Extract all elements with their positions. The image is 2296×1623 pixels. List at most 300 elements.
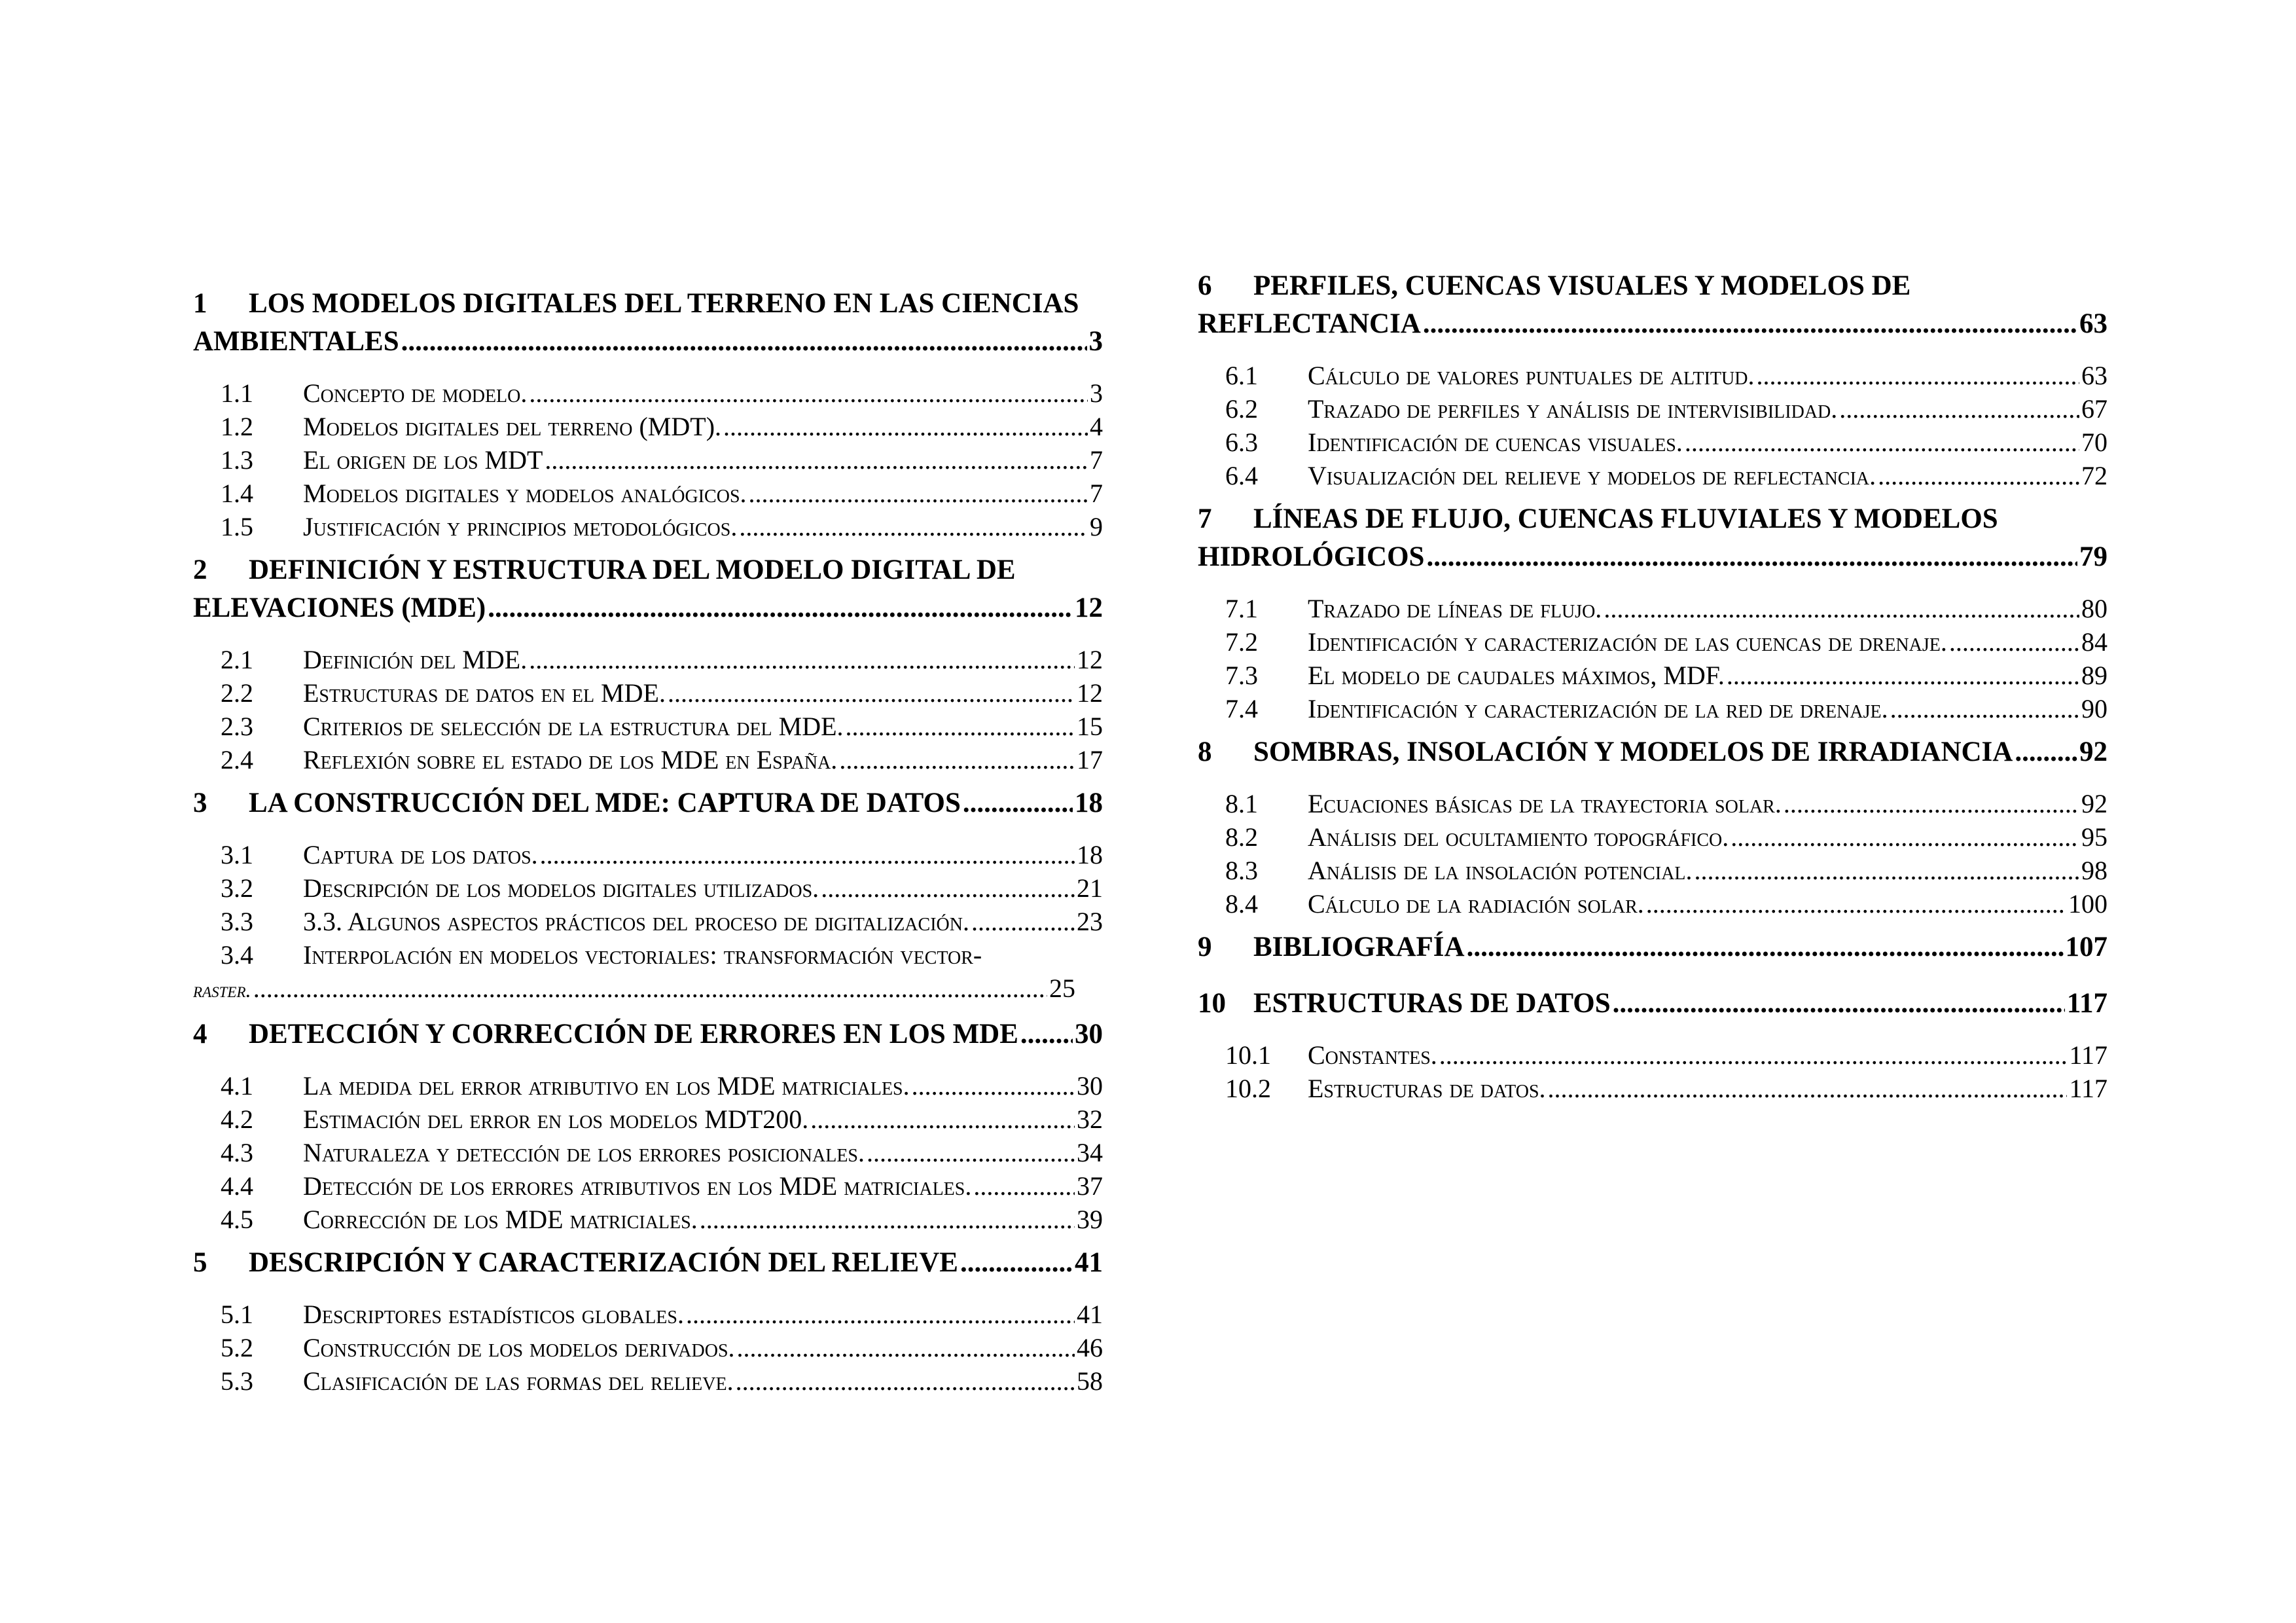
toc-section[interactable] [193,938,1103,1008]
section-title-group [1225,426,1683,459]
section-page-number: 70 [2081,428,2108,457]
section-number: 7.1 [1225,594,1258,623]
section-title-group [1225,1072,1546,1105]
chapter-title-line [193,285,1103,323]
toc-section[interactable] [221,676,1103,710]
chapter-title-row [1198,733,2108,771]
section-page-number: 72 [2081,461,2108,490]
toc-section[interactable] [1225,459,2108,492]
toc-section[interactable] [1225,625,2108,659]
section-title: Captura de los datos. [303,840,538,869]
section-number: 10.2 [1225,1074,1271,1103]
section-number: 7.4 [1225,694,1258,723]
section-title-group [221,1331,735,1364]
toc-chapter [193,1015,1103,1236]
section-title-group [221,1169,971,1203]
toc-chapter [193,784,1103,1008]
chapter-title-row [1198,305,2108,343]
chapter-page-number: 3 [1088,326,1103,357]
dot-leader [540,838,1075,871]
chapter-number: 5 [193,1247,207,1278]
section-page-number: 23 [1077,907,1103,936]
chapter-heading[interactable] [193,1015,1103,1053]
section-number: 2.4 [221,745,253,775]
chapter-heading[interactable] [1198,733,2108,771]
section-page-number: 100 [2068,889,2108,919]
section-title: Naturaleza y detección de los errores posicionales. [303,1138,865,1167]
section-title: Modelos digitales y modelos analógicos. [303,479,747,508]
chapter-title-row [1198,538,2108,576]
section-number: 7.2 [1225,627,1258,657]
dot-leader [1439,1038,2068,1072]
section-number: 1.2 [221,412,253,441]
section-list [1198,359,2108,492]
chapter-page-number: 79 [2079,541,2108,572]
chapter-title-cont: HIDROLÓGICOS [1198,541,1425,572]
section-title-group [221,477,747,510]
section-title-group [221,838,538,871]
section-title-group [221,510,737,543]
section-number: 6.4 [1225,461,1258,490]
toc-chapter [193,285,1103,543]
section-title-group [221,643,527,676]
toc-section[interactable] [221,743,1103,776]
toc-section[interactable] [221,1136,1103,1169]
section-page-number: 15 [1077,712,1103,741]
dot-leader [1423,305,2077,343]
section-title-group [1225,1038,1437,1072]
section-number: 10.1 [1225,1040,1271,1070]
section-list [193,1298,1103,1398]
section-page-number: 117 [2069,1074,2108,1103]
section-page-number: 25 [1049,974,1075,1003]
section-page-number: 37 [1077,1171,1103,1201]
section-number: 4.1 [221,1071,253,1101]
toc-section[interactable] [1225,787,2108,820]
toc-section[interactable] [221,838,1103,871]
toc-section[interactable] [221,376,1103,410]
chapter-title: DETECCIÓN Y CORRECCIÓN DE ERRORES EN LOS MDE [249,1019,1018,1049]
section-title: Construcción de los modelos derivados. [303,1333,735,1362]
toc-section[interactable] [221,905,1103,938]
toc-left-column [193,285,1103,1406]
chapter-title: BIBLIOGRAFÍA [1253,932,1465,962]
toc-section[interactable] [221,1169,1103,1203]
section-title-group [1225,820,1729,854]
dot-leader [1467,928,2064,966]
chapter-page-number: 107 [2065,932,2108,962]
section-title-cont: raster. [193,979,251,1002]
section-number: 2.1 [221,645,253,674]
section-page-number: 39 [1077,1205,1103,1234]
toc-section[interactable] [221,510,1103,543]
dot-leader [1695,854,2079,887]
toc-section[interactable] [221,871,1103,905]
toc-section[interactable] [221,410,1103,443]
section-number: 4.3 [221,1138,253,1167]
chapter-number: 2 [193,555,207,585]
chapter-title-group [193,784,961,822]
toc-section[interactable] [1225,820,2108,854]
chapter-title-row [193,1015,1103,1053]
dot-leader [736,1364,1075,1398]
chapter-number: 8 [1198,737,1212,767]
section-title-row [193,972,1075,1008]
dot-leader [668,676,1075,710]
section-title: Cálculo de valores puntuales de altitud. [1308,361,1755,390]
chapter-page-number: 41 [1075,1247,1103,1278]
dot-leader [749,477,1088,510]
section-title: Constantes. [1308,1040,1437,1070]
chapter-number: 6 [1198,270,1212,301]
toc-section[interactable] [1225,1072,2108,1105]
section-page-number: 7 [1090,445,1103,475]
dot-leader [253,972,1047,1005]
section-title: Reflexión sobre el estado de los MDE en España. [303,745,838,775]
section-title-group [221,1364,734,1398]
section-title-group [1225,625,1947,659]
section-number: 5.1 [221,1300,253,1329]
section-title: Identificación y caracterización de las cuencas de drenaje. [1308,627,1947,657]
section-title-group [1225,692,1888,725]
section-page-number: 80 [2081,594,2108,623]
section-title-group [1225,359,1754,392]
dot-leader [810,1103,1075,1136]
chapter-title-line [1198,267,2108,305]
section-page-number: 41 [1077,1300,1103,1329]
section-page-number: 12 [1077,645,1103,674]
chapter-heading[interactable] [193,1244,1103,1282]
section-number: 6.3 [1225,428,1258,457]
section-title-group [221,410,721,443]
section-page-number: 30 [1077,1071,1103,1101]
section-number: 3.1 [221,840,253,869]
section-page-number: 3 [1090,378,1103,408]
toc-section[interactable] [1225,692,2108,725]
chapter-title: LOS MODELOS DIGITALES DEL TERRENO EN LAS CIENCIAS [249,288,1079,319]
toc-section[interactable] [1225,426,2108,459]
toc-section[interactable] [1225,392,2108,426]
section-title: Clasificación de las formas del relieve. [303,1366,734,1396]
chapter-title-row [1198,985,2108,1023]
toc-chapter [193,1244,1103,1398]
section-list [1198,592,2108,725]
section-number: 5.3 [221,1366,253,1396]
dot-leader [401,323,1087,361]
chapter-title-group [1198,733,2013,771]
section-list [1198,787,2108,921]
section-title: Descripción de los modelos digitales utilizados. [303,873,819,903]
toc-section[interactable] [1225,659,2108,692]
section-title: El origen de los MDT [303,445,543,475]
chapter-title-line [1198,500,2108,538]
section-number: 8.1 [1225,789,1258,818]
section-title: Modelos digitales del terreno (MDT). [303,412,722,441]
section-title: 3.3. Algunos aspectos prácticos del proceso de digitalización. [303,907,969,936]
dot-leader [723,410,1088,443]
section-title: Visualización del relieve y modelos de reflectancia. [1308,461,1876,490]
section-title: Estimación del error en los modelos MDT200. [303,1104,809,1134]
section-title: Justificación y principios metodológicos. [303,512,738,541]
chapter-heading[interactable] [1198,928,2108,966]
section-list [193,643,1103,776]
toc-section[interactable] [1225,592,2108,625]
toc-section[interactable] [1225,854,2108,887]
section-title-group [1225,392,1837,426]
section-title: Trazado de perfiles y análisis de intervisibilidad. [1308,394,1838,424]
dot-leader [488,589,1073,627]
toc-section[interactable] [221,1364,1103,1398]
toc-chapter [1198,267,2108,492]
chapter-title-group [1198,928,1465,966]
chapter-heading[interactable] [193,784,1103,822]
chapter-number: 3 [193,788,207,818]
section-title: Análisis de la insolación potencial. [1308,856,1693,885]
dot-leader [686,1298,1075,1331]
toc-chapter [1198,500,2108,725]
section-number: 5.2 [221,1333,253,1362]
section-number: 4.4 [221,1171,253,1201]
section-title-group [221,1103,808,1136]
section-page-number: 12 [1077,678,1103,708]
chapter-page-number: 63 [2079,308,2108,339]
section-title-group [221,743,837,776]
chapter-title: LA CONSTRUCCIÓN DEL MDE: CAPTURA DE DATOS [249,788,961,818]
chapter-heading[interactable] [193,551,1103,627]
chapter-title: SOMBRAS, INSOLACIÓN Y MODELOS DE IRRADIANCIA [1253,737,2013,767]
toc-section[interactable] [221,710,1103,743]
chapter-number: 9 [1198,932,1212,962]
toc-chapter [1198,733,2108,921]
section-title: Corrección de los MDE matriciales. [303,1205,698,1234]
section-title: Análisis del ocultamiento topográfico. [1308,822,1729,852]
chapter-page-number: 30 [1075,1019,1103,1049]
section-title-group [1225,592,1602,625]
chapter-page-number: 18 [1075,788,1103,818]
section-number: 6.1 [1225,361,1258,390]
section-title-group [221,905,969,938]
chapter-title-group [1198,985,1611,1023]
section-title-group [221,1298,684,1331]
section-number: 1.4 [221,479,253,508]
section-title: Criterios de selección de la estructura del MDE. [303,712,844,741]
chapter-heading[interactable] [1198,267,2108,343]
section-title-group [1225,854,1693,887]
section-page-number: 4 [1090,412,1103,441]
section-title-group [221,1136,865,1169]
dot-leader [545,443,1088,477]
dot-leader [1756,359,2079,392]
dot-leader [1839,392,2079,426]
dot-leader [846,710,1075,743]
section-title: Cálculo de la radiación solar. [1308,889,1644,919]
section-list [193,1069,1103,1236]
section-title: Interpolación en modelos vectoriales: transformación vector- [303,940,982,970]
section-title: La medida del error atributivo en los MDE matriciales. [303,1071,910,1101]
chapter-title-cont: ELEVACIONES (MDE) [193,593,486,623]
section-page-number: 89 [2081,661,2108,690]
section-number: 8.4 [1225,889,1258,919]
toc-section[interactable] [221,1298,1103,1331]
section-page-number: 32 [1077,1104,1103,1134]
chapter-number: 1 [193,288,207,319]
section-title-group [1225,659,1725,692]
section-number: 1.1 [221,378,253,408]
section-title-group [221,676,666,710]
chapter-title: ESTRUCTURAS DE DATOS [1253,988,1611,1019]
section-title-group [1225,887,1644,921]
section-title-line [221,938,1103,972]
chapter-title: DESCRIPCIÓN Y CARACTERIZACIÓN DEL RELIEVE [249,1247,958,1278]
section-page-number: 17 [1077,745,1103,775]
section-title-group [221,1203,698,1236]
dot-leader [960,1244,1073,1282]
chapter-number: 10 [1198,988,1226,1019]
dot-leader [1020,1015,1073,1053]
section-title: Identificación y caracterización de la red de drenaje. [1308,694,1888,723]
section-title: Identificación de cuencas visuales. [1308,428,1683,457]
section-title-group [221,1069,910,1103]
section-page-number: 58 [1077,1366,1103,1396]
section-number: 2.3 [221,712,253,741]
chapter-page-number: 92 [2079,737,2108,767]
section-page-number: 34 [1077,1138,1103,1167]
chapter-title-row [193,323,1103,361]
dot-leader [1727,659,2079,692]
dot-leader [963,784,1073,822]
toc-section[interactable] [221,1331,1103,1364]
toc-right-column [1198,267,2108,1113]
section-page-number: 84 [2081,627,2108,657]
chapter-title-row [193,1244,1103,1282]
section-page-number: 63 [2081,361,2108,390]
toc-chapter [1198,928,2108,966]
chapter-title-group [193,1244,958,1282]
dot-leader [973,1169,1075,1203]
section-number: 1.3 [221,445,253,475]
chapter-title: DEFINICIÓN Y ESTRUCTURA DEL MODELO DIGITAL DE [249,555,1016,585]
section-number: 7.3 [1225,661,1258,690]
chapter-title-cont: AMBIENTALES [193,326,399,357]
section-number: 8.3 [1225,856,1258,885]
section-list [193,376,1103,543]
toc-section[interactable] [221,443,1103,477]
section-title-group [221,871,819,905]
chapter-number: 4 [193,1019,207,1049]
section-number: 2.2 [221,678,253,708]
dot-leader [529,643,1075,676]
section-number: 1.5 [221,512,253,541]
toc-chapter [193,551,1103,776]
section-title-group [221,443,543,477]
section-page-number: 21 [1077,873,1103,903]
section-page-number: 67 [2081,394,2108,424]
toc-section[interactable] [221,1069,1103,1103]
chapter-number: 7 [1198,503,1212,534]
chapter-heading[interactable] [193,285,1103,361]
chapter-title: LÍNEAS DE FLUJO, CUENCAS FLUVIALES Y MODELOS [1253,503,1998,534]
section-page-number: 90 [2081,694,2108,723]
chapter-title-row [1198,928,2108,966]
section-number: 6.2 [1225,394,1258,424]
chapter-heading[interactable] [1198,500,2108,576]
dot-leader [1890,692,2079,725]
section-number: 8.2 [1225,822,1258,852]
dot-leader [737,1331,1075,1364]
dot-leader [1646,887,2066,921]
section-list [193,838,1103,1008]
section-number: 3.3 [221,907,253,936]
section-page-number: 92 [2081,789,2108,818]
section-page-number: 95 [2081,822,2108,852]
chapter-title-group [193,1015,1018,1053]
dot-leader [1784,787,2079,820]
section-page-number: 9 [1090,512,1103,541]
dot-leader [839,743,1075,776]
section-title: Estructuras de datos en el MDE. [303,678,666,708]
toc-section[interactable] [1225,1038,2108,1072]
section-title: Estructuras de datos. [1308,1074,1546,1103]
section-title-group [221,376,527,410]
section-title-group [221,710,844,743]
chapter-title-row [193,589,1103,627]
section-number: 4.2 [221,1104,253,1134]
dot-leader [1949,625,2079,659]
section-page-number: 46 [1077,1333,1103,1362]
section-page-number: 7 [1090,479,1103,508]
dot-leader [912,1069,1075,1103]
dot-leader [1685,426,2079,459]
section-title: El modelo de caudales máximos, MDF. [1308,661,1725,690]
dot-leader [739,510,1088,543]
dot-leader [2015,733,2077,771]
toc-section[interactable] [1225,887,2108,921]
toc-chapter [1198,985,2108,1105]
toc-section[interactable] [1225,359,2108,392]
section-title: Definición del MDE. [303,645,528,674]
toc-section[interactable] [221,477,1103,510]
section-title: Descriptores estadísticos globales. [303,1300,684,1329]
dot-leader [700,1203,1075,1236]
section-number: 3.4 [221,940,253,970]
toc-section[interactable] [221,1203,1103,1236]
section-page-number: 117 [2069,1040,2108,1070]
dot-leader [1426,538,2077,576]
chapter-page-number: 12 [1075,593,1103,623]
section-page-number: 98 [2081,856,2108,885]
section-title: Trazado de líneas de flujo. [1308,594,1602,623]
chapter-page-number: 117 [2066,988,2108,1019]
chapter-title-row [193,784,1103,822]
section-number: 4.5 [221,1205,253,1234]
dot-leader [1548,1072,2068,1105]
chapter-title: PERFILES, CUENCAS VISUALES Y MODELOS DE [1253,270,1911,301]
dot-leader [1731,820,2079,854]
toc-section[interactable] [221,1103,1103,1136]
dot-leader [971,905,1075,938]
section-number: 3.2 [221,873,253,903]
section-page-number: 18 [1077,840,1103,869]
chapter-title-line [193,551,1103,589]
chapter-title-cont: REFLECTANCIA [1198,308,1421,339]
dot-leader [1604,592,2079,625]
section-list [1198,1038,2108,1105]
dot-leader [1878,459,2079,492]
toc-section[interactable] [221,643,1103,676]
dot-leader [821,871,1075,905]
dot-leader [867,1136,1075,1169]
chapter-heading[interactable] [1198,985,2108,1023]
